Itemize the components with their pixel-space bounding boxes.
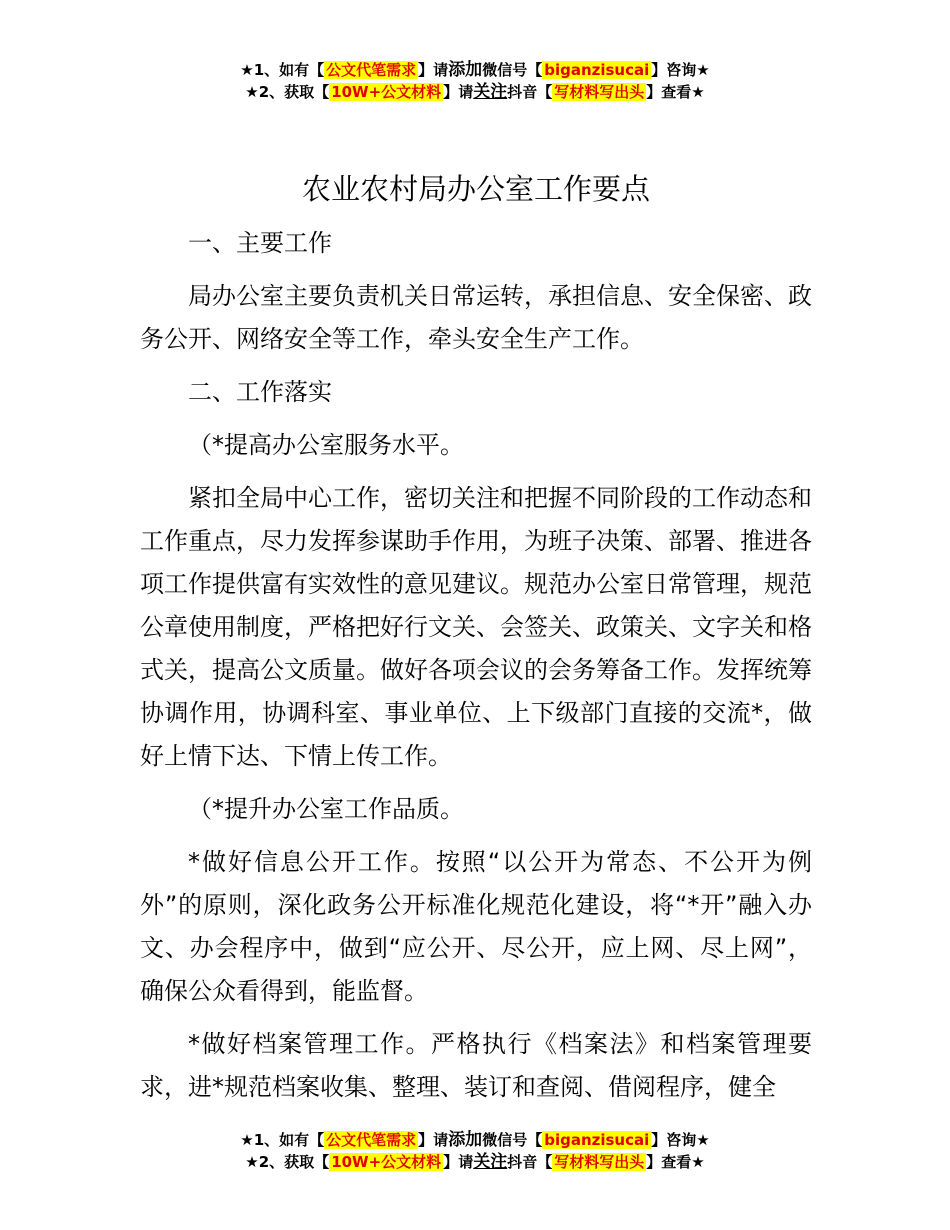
subsection-heading: （*提升办公室工作品质。 xyxy=(188,795,464,823)
paragraph: *做好档案管理工作。严格执行《档案法》和档案管理要求，进*规范档案收集、整理、装订和查阅、借阅程序，健全 xyxy=(140,1030,812,1101)
paragraph: *做好信息公开工作。按照“以公开为常态、不公开为例外”的原则，深化政务公开标准化规范化建设，将“*开”融入办文、办会程序中，做到“应公开、尽公开，应上网、尽上网”，确保公众看得到，能监督。 xyxy=(140,848,812,1005)
paragraph: 局办公室主要负责机关日常运转，承担信息、安全保密、政务公开、网络安全等工作，牵头安全生产工作。 xyxy=(140,282,812,353)
emphasis-text: 关注 xyxy=(473,1152,508,1172)
emphasis-text: 添加 xyxy=(448,60,483,80)
footer-banner xyxy=(0,1129,950,1173)
banner-text: 】查看★ xyxy=(646,83,705,101)
banner-text: ★2、获取【 xyxy=(245,83,330,101)
banner-text: ★1、如有【 xyxy=(240,61,325,79)
banner-text: 】请 xyxy=(443,1153,474,1171)
emphasis-text: 添加 xyxy=(448,1130,483,1150)
document-title: 农业农村局办公室工作要点 xyxy=(301,172,650,206)
banner-text: 微信号【 xyxy=(482,1131,543,1149)
banner-text: 】咨询★ xyxy=(651,61,710,79)
highlight-text: 10W+公文材料 xyxy=(331,83,442,101)
banner-text: ★1、如有【 xyxy=(240,1131,325,1149)
highlight-text: biganzisucai xyxy=(544,1131,650,1149)
banner-text: 】请 xyxy=(443,83,474,101)
banner-text: 】请 xyxy=(418,61,449,79)
banner-text: 】请 xyxy=(418,1131,449,1149)
banner-text: 微信号【 xyxy=(482,61,543,79)
highlight-text: 10W+公文材料 xyxy=(331,1153,442,1171)
highlight-text: biganzisucai xyxy=(544,61,650,79)
highlight-text: 写材料写出头 xyxy=(554,1153,645,1171)
banner-text: 】咨询★ xyxy=(651,1131,710,1149)
highlight-text: 写材料写出头 xyxy=(554,83,645,101)
banner-text: 抖音【 xyxy=(507,83,553,101)
highlight-text: 公文代笔需求 xyxy=(326,1131,417,1149)
banner-text: 】查看★ xyxy=(646,1153,705,1171)
banner-line-2 xyxy=(0,1151,950,1173)
header-banner xyxy=(0,59,950,103)
section-heading: 二、工作落实 xyxy=(188,378,332,406)
emphasis-text: 关注 xyxy=(473,82,508,102)
banner-text: ★2、获取【 xyxy=(245,1153,330,1171)
banner-line-1 xyxy=(0,59,950,81)
highlight-text: 公文代笔需求 xyxy=(326,61,417,79)
subsection-heading: （*提高办公室服务水平。 xyxy=(188,431,464,459)
document-body xyxy=(140,166,812,1119)
banner-line-1 xyxy=(0,1129,950,1151)
section-heading: 一、主要工作 xyxy=(188,229,332,257)
banner-line-2 xyxy=(0,81,950,103)
paragraph: 紧扣全局中心工作，密切关注和把握不同阶段的工作动态和工作重点，尽力发挥参谋助手作用，为班子决策、部署、推进各项工作提供富有实效性的意见建议。规范办公室日常管理，规范公章使用制度，严格把好行文关、会签关、政策关、文字关和格式关，提高公文质量。做好各项会议的会务筹备工作。发挥统筹协调作用，协调科室、事业单位、上下级部门直接的交流*，做好上情下达、下情上传工作。 xyxy=(140,484,812,770)
banner-text: 抖音【 xyxy=(507,1153,553,1171)
